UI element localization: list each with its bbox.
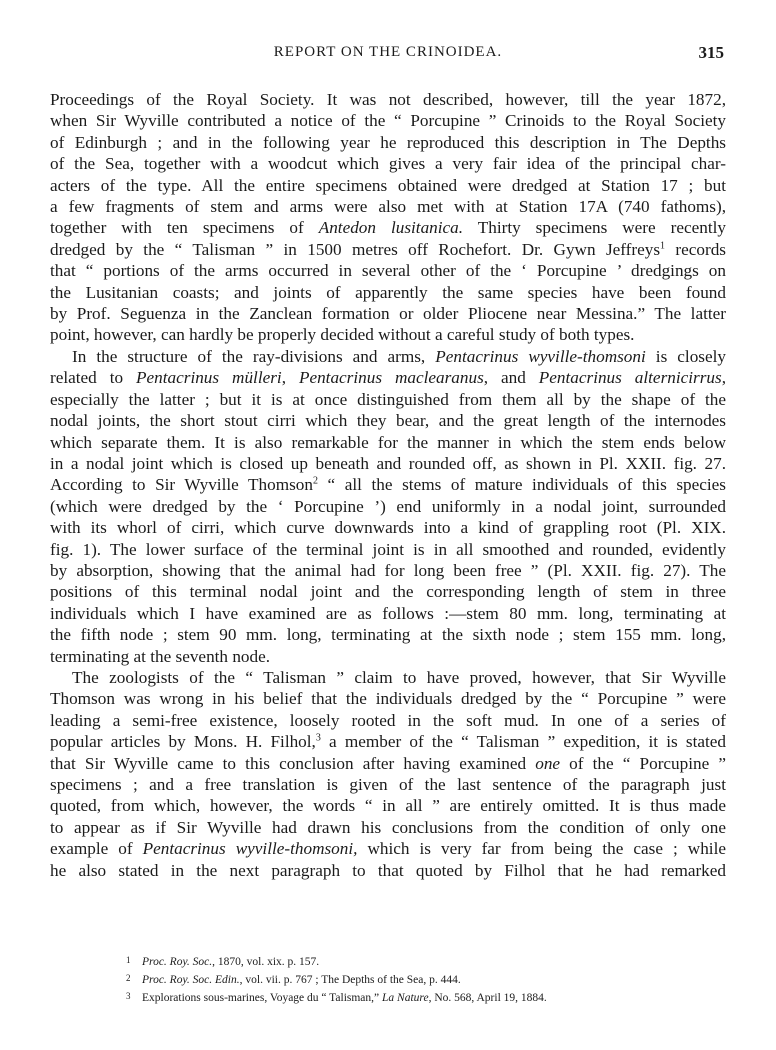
text-line: popular articles by Mons. H. Filhol,$^3$ a member of the “ Talisman ” expedition, it is stated — [50, 732, 726, 752]
page-number: 315 — [698, 43, 724, 62]
text-line: that “ portions of the arms occurred in several other of the ‘ Porcupine ’ dredgings on — [50, 261, 726, 281]
body-text — [50, 89, 726, 881]
running-title: REPORT ON THE CRINOIDEA. — [273, 44, 503, 60]
text-line: example of Pentacrinus wyville-thomsoni, which is very far from being the case ; while — [50, 839, 726, 859]
text-line: leading a semi-free existence, loosely rooted in the soft mud. In one of a series of — [50, 710, 726, 730]
text-line: The zoologists of the “ Talisman ” claim to have proved, however, that Sir Wyville — [72, 667, 726, 687]
text-line: a few fragments of stem and arms were also met with at Station 17A (740 fathoms), — [50, 197, 726, 217]
footnote-ref: 1 — [660, 240, 666, 252]
text-line: According to Sir Wyville Thomson$^2$ “ all the stems of mature individuals of this species — [50, 475, 726, 495]
text-line: especially the latter ; but it is at once distinguished from them all by the shape of the — [50, 389, 726, 409]
footnotes — [126, 952, 686, 1006]
text-line: which separate them. It is also remarkable for the manner in which the stem ends below — [50, 432, 726, 452]
text-line: when Sir Wyville contributed a notice of the “ Porcupine ” Crinoids to the Royal Society — [50, 111, 726, 131]
text-line: to appear as if Sir Wyville had drawn his conclusions from the condition of only one — [50, 817, 726, 837]
text-line: Thomson was wrong in his belief that the individuals dredged by the “ Porcupine ” were — [50, 689, 726, 709]
footnote: 3 Explorations sous-marines, Voyage du “ Talisman,” La Nature, No. 568, April 19, 1884. — [126, 991, 547, 1004]
paragraph-2 — [50, 346, 726, 667]
text-line: (which were dredged by the ‘ Porcupine ’) end uniformly in a nodal joint, surrounded — [50, 496, 726, 516]
text-line: of Edinburgh ; and in the following year he reproduced this description in The Depths — [50, 132, 726, 152]
paragraph-3 — [50, 667, 726, 881]
text-line: dredged by the “ Talisman ” in 1500 metres off Rochefort. Dr. Gywn Jeffreys$^1$ records — [50, 239, 726, 259]
text-line: with its whorl of cirri, which curve downwards into a kind of grappling root (Pl. XIX. — [50, 518, 726, 538]
text-line: by absorption, showing that the animal had for long been free ” (Pl. XXII. fig. 27). The — [50, 560, 726, 580]
text-line: the Lusitanian coasts; and joints of apparently the same species have been found — [50, 282, 726, 302]
text-line: Proceedings of the Royal Society. It was not described, however, till the year 1872, — [50, 90, 726, 109]
footnote-ref: 2 — [312, 475, 318, 487]
text-line: acters of the type. All the entire specimens obtained were dredged at Station 17 ; but — [50, 175, 726, 195]
text-line: the fifth node ; stem 90 mm. long, terminating at the sixth node ; stem 155 mm. long, — [50, 625, 726, 645]
text-line: In the structure of the ray-divisions and arms, Pentacrinus wyville-thomsoni is closely — [72, 346, 726, 366]
text-line: that Sir Wyville came to this conclusion after having examined one of the “ Porcupine ” — [50, 753, 726, 773]
footnote-ref: 3 — [315, 732, 321, 744]
text-line: in a nodal joint which is closed up beneath and rounded off, as shown in Pl. XXII. fig. 27. — [50, 453, 726, 473]
footnote: 2 Proc. Roy. Soc. Edin., vol. vii. p. 767 ; The Depths of the Sea, p. 444. — [126, 973, 461, 986]
text-line: nodal joints, the short stout cirri which they bear, and the great length of the internodes — [50, 411, 726, 431]
text-line: individuals which I have examined are as follows :—stem 80 mm. long, terminating at — [50, 603, 726, 623]
text-line: of the Sea, together with a woodcut which gives a very fair idea of the principal char- — [50, 154, 726, 174]
text-line: positions of this terminal nodal joint and the corresponding length of stem in three — [50, 582, 726, 602]
text-line: specimens ; and a free translation is given of the last sentence of the paragraph just — [50, 775, 726, 794]
text-line: related to Pentacrinus mülleri, Pentacrinus maclearanus, and Pentacrinus alternicirrus, — [50, 368, 726, 388]
page-header — [50, 44, 726, 66]
text-line: he also stated in the next paragraph to that quoted by Filhol that he had remarked — [50, 860, 726, 880]
text-line: terminating at the seventh node. — [50, 646, 271, 666]
text-line: fig. 1). The lower surface of the terminal joint is in all smoothed and rounded, evidently — [50, 539, 726, 559]
paragraph-1 — [50, 89, 726, 346]
text-line: together with ten specimens of Antedon lusitanica. Thirty specimens were recently — [50, 218, 726, 238]
text-line: point, however, can hardly be properly decided without a careful study of both types. — [50, 325, 635, 345]
text-line: by Prof. Seguenza in the Zanclean formation or older Pliocene near Messina.” The latter — [50, 304, 726, 324]
text-line: quoted, from which, however, the words “ in all ” are entirely omitted. It is thus made — [50, 796, 726, 816]
footnote: 1 Proc. Roy. Soc., 1870, vol. xix. p. 157. — [126, 955, 320, 968]
